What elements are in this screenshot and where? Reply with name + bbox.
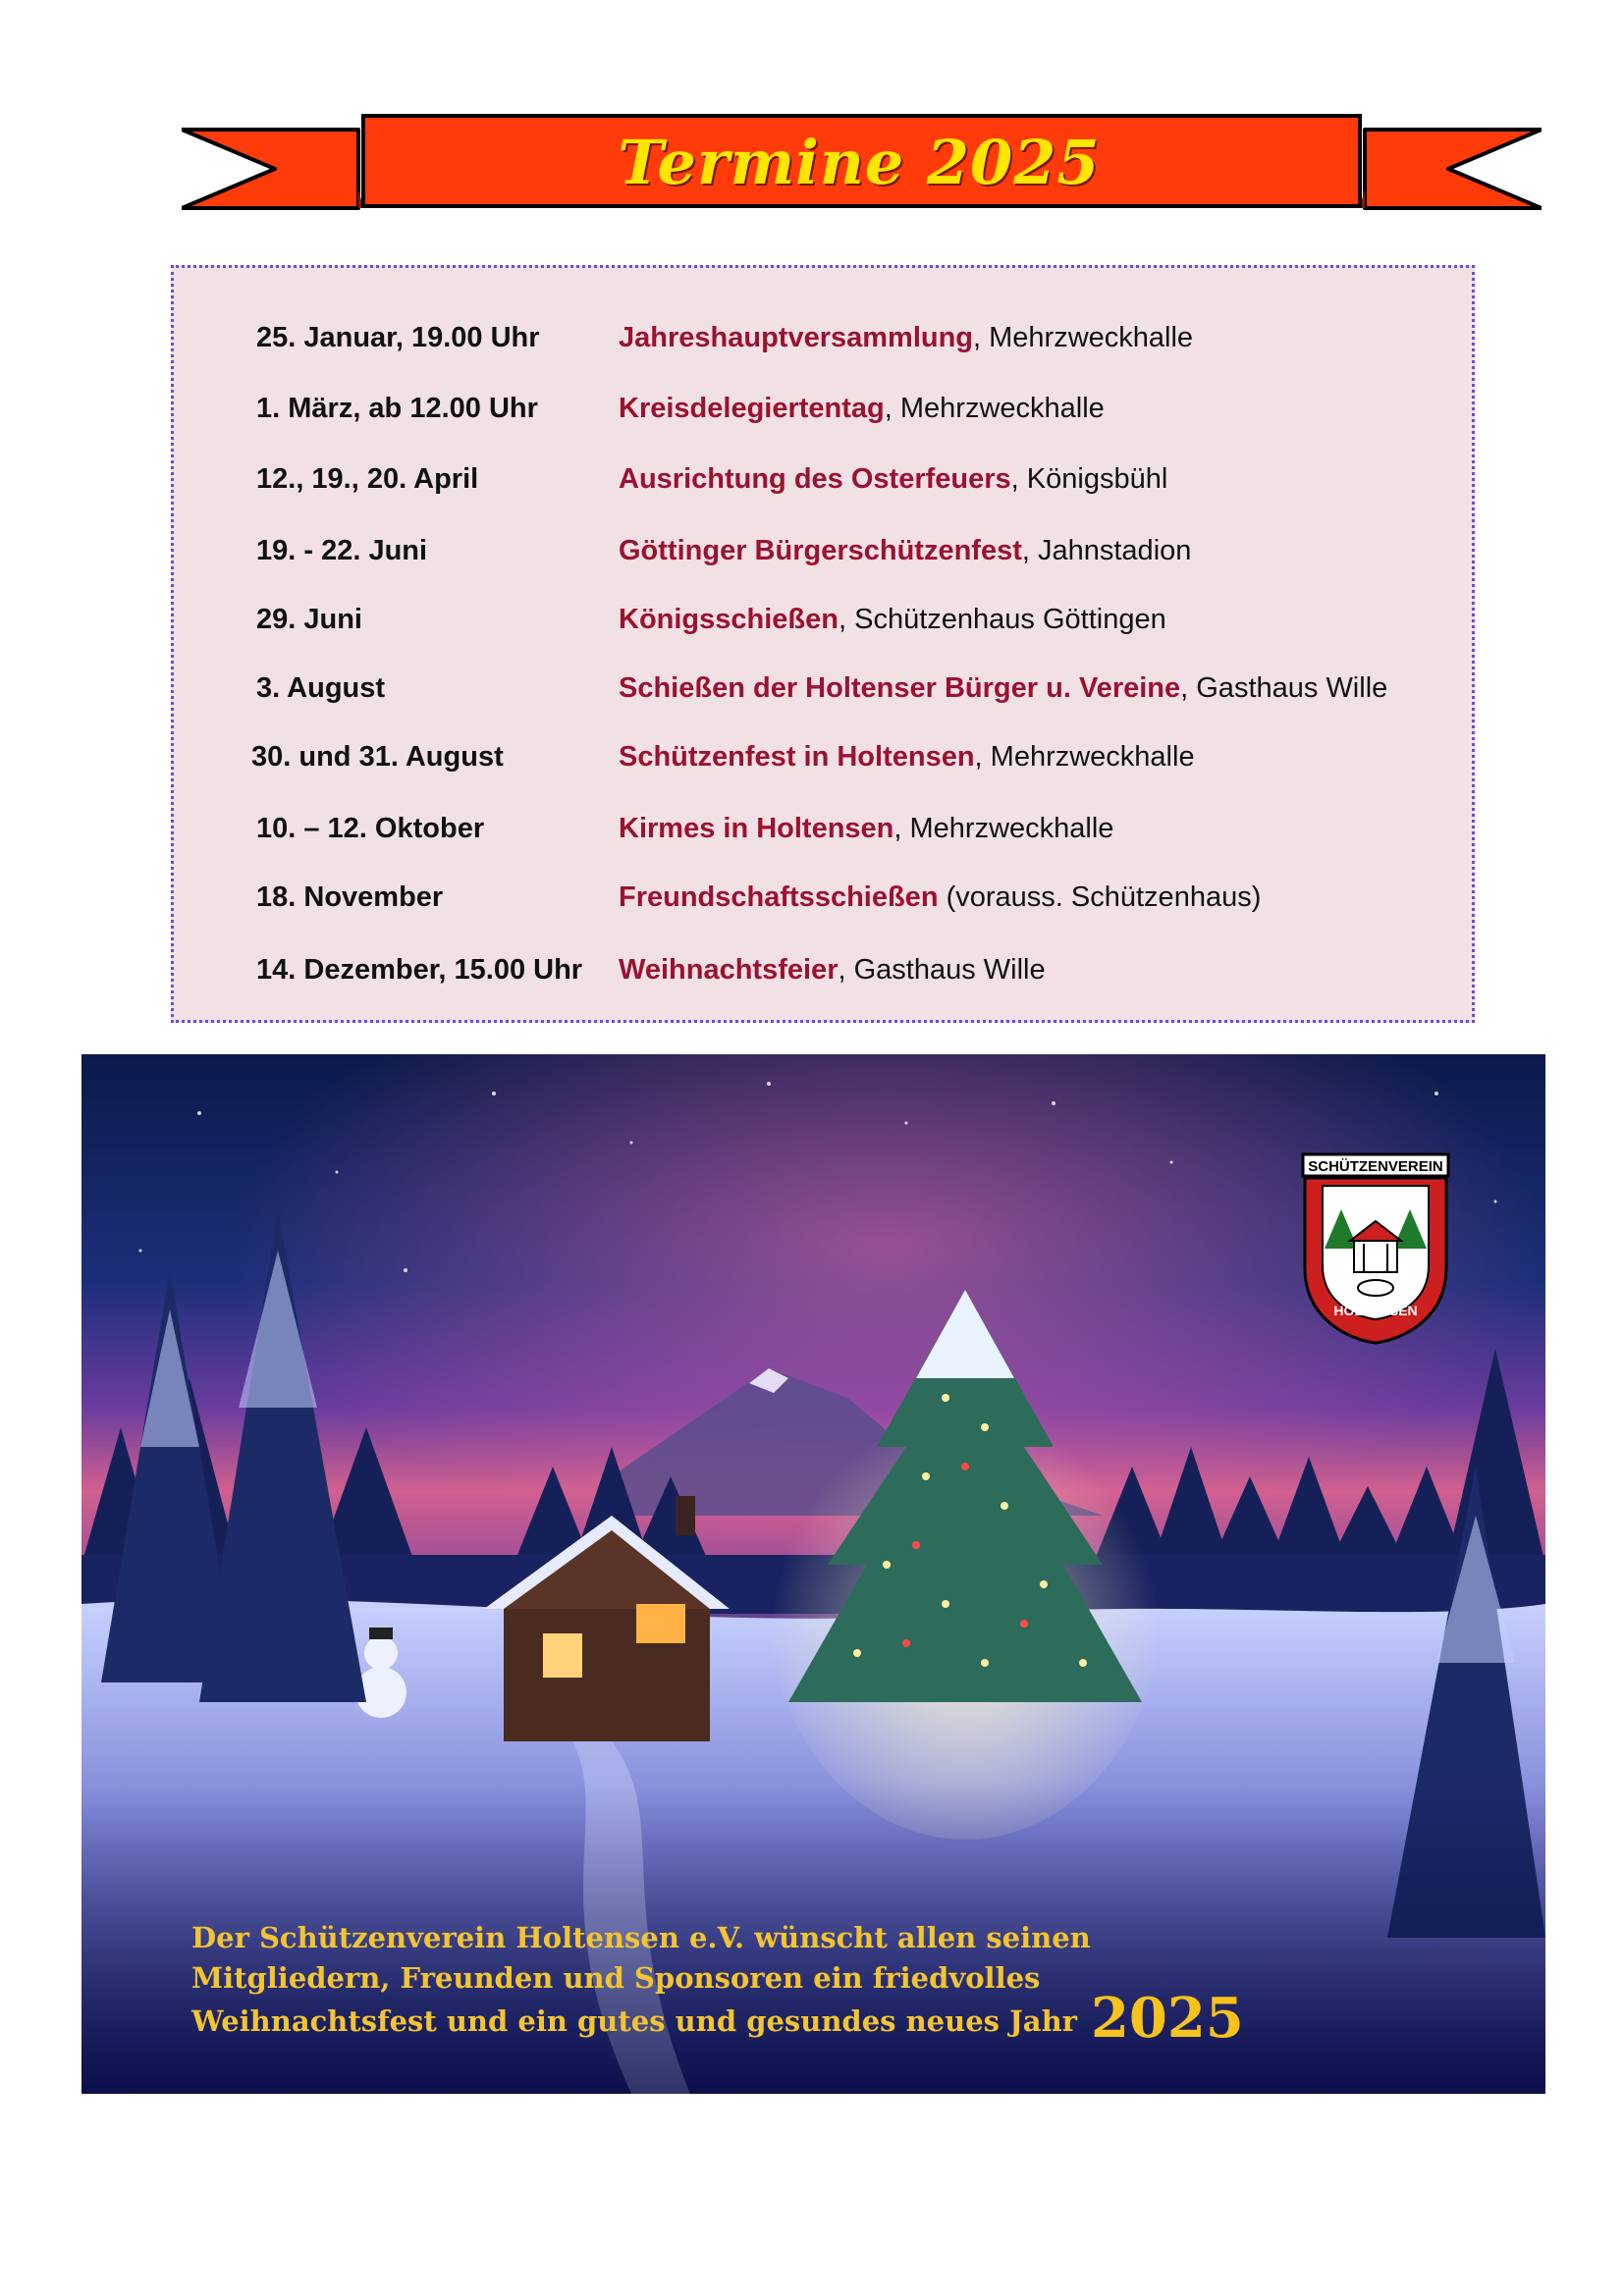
page-title: Termine 2025	[618, 127, 1101, 198]
schedule-event: Schützenfest in Holtensen	[619, 741, 975, 773]
schedule-row	[174, 384, 1472, 433]
schedule-location: , Mehrzweckhalle	[893, 813, 1114, 844]
schedule-date: 3. August	[256, 672, 386, 704]
schedule-location: , Mehrzweckhalle	[884, 393, 1105, 424]
schedule-row	[174, 454, 1472, 504]
schedule-box	[171, 265, 1475, 1023]
greeting-year: 2025	[1090, 1986, 1244, 2051]
schedule-event: Weihnachtsfeier	[619, 954, 839, 986]
schedule-event: Schießen der Holtenser Bürger u. Vereine	[619, 672, 1181, 704]
schedule-location: , Mehrzweckhalle	[973, 322, 1194, 353]
schedule-row	[174, 804, 1472, 853]
crest-bottom-text: HOLTENSEN	[1333, 1303, 1418, 1318]
winter-scene-image	[81, 1054, 1545, 2094]
schedule-date: 30. und 31. August	[251, 741, 504, 773]
schedule-date: 1. März, ab 12.00 Uhr	[256, 393, 538, 424]
schedule-event: Kreisdelegiertentag	[619, 393, 885, 424]
schedule-row	[174, 595, 1472, 644]
schedule-event: Jahreshauptversammlung	[619, 322, 974, 353]
greeting-line: Weihnachtsfest und ein gutes und gesundes neues Jahr	[191, 2004, 1077, 2038]
schedule-location: (vorauss. Schützenhaus)	[938, 881, 1262, 913]
schedule-date: 25. Januar, 19.00 Uhr	[256, 322, 540, 353]
schedule-row	[174, 664, 1472, 713]
schedule-date: 10. – 12. Oktober	[256, 813, 485, 844]
schedule-location: , Jahnstadion	[1021, 535, 1192, 566]
schedule-event: Königsschießen	[619, 604, 839, 635]
club-crest-logo	[1297, 1150, 1454, 1347]
schedule-event: Ausrichtung des Osterfeuers	[619, 463, 1011, 495]
crest-top-text: SCHÜTZENVEREIN	[1308, 1158, 1443, 1175]
schedule-row	[174, 526, 1472, 575]
greeting-text	[191, 1918, 1370, 2051]
schedule-event: Freundschaftsschießen	[619, 881, 939, 913]
schedule-location: , Gasthaus Wille	[838, 954, 1046, 986]
schedule-location: , Gasthaus Wille	[1180, 672, 1388, 704]
schedule-event: Göttinger Bürgerschützenfest	[619, 535, 1022, 566]
schedule-date: 29. Juni	[256, 604, 362, 635]
schedule-row	[174, 313, 1472, 362]
schedule-date: 12., 19., 20. April	[256, 463, 479, 495]
greeting-line: Mitgliedern, Freunden und Sponsoren ein friedvolles	[191, 1961, 1041, 1995]
schedule-event: Kirmes in Holtensen	[619, 813, 894, 844]
greeting-line: Der Schützenverein Holtensen e.V. wünscht allen seinen	[191, 1921, 1091, 1954]
schedule-date: 19. - 22. Juni	[256, 535, 428, 566]
schedule-row	[174, 873, 1472, 922]
schedule-location: , Königsbühl	[1010, 463, 1168, 495]
schedule-location: , Schützenhaus Göttingen	[839, 604, 1166, 635]
schedule-row	[174, 732, 1472, 781]
schedule-date: 18. November	[256, 881, 444, 913]
schedule-location: , Mehrzweckhalle	[974, 741, 1195, 773]
schedule-date: 14. Dezember, 15.00 Uhr	[256, 954, 583, 986]
schedule-row	[174, 945, 1472, 994]
